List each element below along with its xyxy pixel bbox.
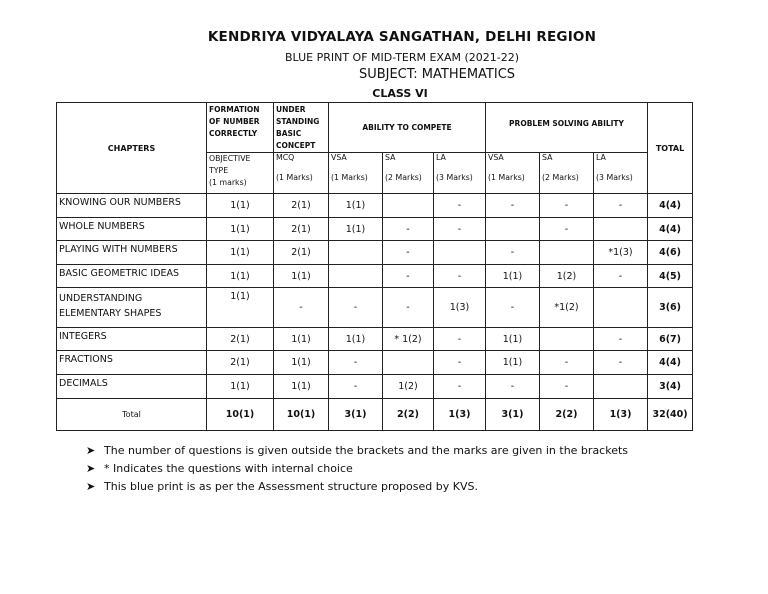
table-cell xyxy=(383,194,434,218)
table-cell xyxy=(540,241,594,265)
table-cell: * 1(2) xyxy=(383,328,434,351)
table-cell xyxy=(594,375,648,399)
table-cell: - xyxy=(329,288,383,328)
table-cell: 1(1) xyxy=(274,351,329,375)
chapter-name: BASIC GEOMETRIC IDEAS xyxy=(57,265,207,288)
table-cell: - xyxy=(434,218,486,241)
table-cell: - xyxy=(383,288,434,328)
table-cell: - xyxy=(383,218,434,241)
total-cell: 3(1) xyxy=(486,399,540,431)
table-cell: - xyxy=(329,351,383,375)
table-cell: - xyxy=(434,328,486,351)
total-cell: 10(1) xyxy=(274,399,329,431)
subheader-col: SA (2 Marks) xyxy=(540,153,594,194)
subheader-objective xyxy=(207,153,274,194)
arrow-bullet-icon: ➤ xyxy=(86,444,96,457)
table-cell: 1(1) xyxy=(207,265,274,288)
table-cell xyxy=(329,241,383,265)
table-cell xyxy=(383,351,434,375)
table-cell: 1(1) xyxy=(486,265,540,288)
table-cell: - xyxy=(434,375,486,399)
table-cell: 1(3) xyxy=(434,288,486,328)
table-cell xyxy=(540,328,594,351)
subheader-col: VSA (1 Marks) xyxy=(486,153,540,194)
subheader-col: VSA (1 Marks) xyxy=(329,153,383,194)
table-row xyxy=(57,328,693,351)
table-cell: - xyxy=(434,194,486,218)
header-problem-solving: PROBLEM SOLVING ABILITY xyxy=(486,103,648,153)
table-cell: - xyxy=(486,241,540,265)
table-cell: - xyxy=(486,288,540,328)
total-cell: 10(1) xyxy=(207,399,274,431)
subheader-objective-type: OBJECTIVE TYPE xyxy=(209,154,251,175)
row-total-cell: 4(4) xyxy=(648,218,693,241)
subheader-col: LA (3 Marks) xyxy=(434,153,486,194)
table-cell: 1(1) xyxy=(207,375,274,399)
table-cell: *1(2) xyxy=(540,288,594,328)
table-row xyxy=(57,218,693,241)
arrow-bullet-icon: ➤ xyxy=(86,462,96,475)
total-label: Total xyxy=(57,399,207,431)
table-cell: - xyxy=(383,241,434,265)
table-cell: 2(1) xyxy=(274,194,329,218)
arrow-bullet-icon: ➤ xyxy=(86,480,96,493)
table-row xyxy=(57,241,693,265)
note-item: ➤ The number of questions is given outside the brackets and the marks are given in the brackets xyxy=(86,442,628,460)
table-cell: - xyxy=(540,218,594,241)
table-cell: *1(3) xyxy=(594,241,648,265)
header-understanding: UNDER STANDING BASIC CONCEPT xyxy=(274,103,329,153)
subheader-col: LA (3 Marks) xyxy=(594,153,648,194)
total-cell: 2(2) xyxy=(383,399,434,431)
table-cell: - xyxy=(383,265,434,288)
table-cell: 1(1) xyxy=(329,218,383,241)
total-cell: 1(3) xyxy=(434,399,486,431)
row-total-cell: 6(7) xyxy=(648,328,693,351)
table-cell: - xyxy=(274,288,329,328)
table-cell: 1(2) xyxy=(540,265,594,288)
table-cell: 2(1) xyxy=(207,351,274,375)
chapter-name: FRACTIONS xyxy=(57,351,207,375)
table-cell: 2(1) xyxy=(274,241,329,265)
document-title: KENDRIYA VIDYALAYA SANGATHAN, DELHI REGION xyxy=(207,29,597,45)
table-cell: 2(1) xyxy=(274,218,329,241)
table-cell: 1(1) xyxy=(486,351,540,375)
table-cell xyxy=(486,218,540,241)
chapter-name: WHOLE NUMBERS xyxy=(57,218,207,241)
chapter-name: DECIMALS xyxy=(57,375,207,399)
row-total-cell: 4(5) xyxy=(648,265,693,288)
table-cell: 1(1) xyxy=(329,194,383,218)
table-cell xyxy=(594,218,648,241)
header-chapters: CHAPTERS xyxy=(57,103,207,194)
table-cell: 1(1) xyxy=(486,328,540,351)
table-cell: 1(2) xyxy=(383,375,434,399)
table-cell: 1(1) xyxy=(207,218,274,241)
row-total-cell: 4(4) xyxy=(648,351,693,375)
total-row xyxy=(57,399,693,431)
table-cell: 1(1) xyxy=(207,288,274,328)
subheader-col: MCQ (1 Marks) xyxy=(274,153,329,194)
table-cell: - xyxy=(434,265,486,288)
table-cell: - xyxy=(434,351,486,375)
note-item: ➤ * Indicates the questions with internal choice xyxy=(86,460,628,478)
blueprint-table xyxy=(56,102,693,431)
total-cell: 3(1) xyxy=(329,399,383,431)
header-ability-to-compete: ABILITY TO COMPETE xyxy=(329,103,486,153)
table-cell: - xyxy=(486,194,540,218)
row-total-cell: 3(4) xyxy=(648,375,693,399)
row-total-cell: 3(6) xyxy=(648,288,693,328)
table-cell: 2(1) xyxy=(207,328,274,351)
chapter-name: PLAYING WITH NUMBERS xyxy=(57,241,207,265)
total-cell: 1(3) xyxy=(594,399,648,431)
chapter-name: UNDERSTANDING ELEMENTARY SHAPES xyxy=(57,288,207,328)
table-cell xyxy=(594,288,648,328)
class-heading: CLASS VI xyxy=(372,87,428,100)
table-cell: - xyxy=(594,328,648,351)
table-cell: - xyxy=(329,375,383,399)
chapter-name: KNOWING OUR NUMBERS xyxy=(57,194,207,218)
document-subtitle: BLUE PRINT OF MID-TERM EXAM (2021-22) xyxy=(284,51,520,64)
table-cell xyxy=(329,265,383,288)
table-row xyxy=(57,265,693,288)
subheader-col: SA (2 Marks) xyxy=(383,153,434,194)
table-cell: 1(1) xyxy=(207,241,274,265)
table-cell: 1(1) xyxy=(274,328,329,351)
table-cell xyxy=(434,241,486,265)
subject-heading: SUBJECT: MATHEMATICS xyxy=(358,67,516,82)
total-cell: 32(40) xyxy=(648,399,693,431)
row-total-cell: 4(4) xyxy=(648,194,693,218)
table-cell: - xyxy=(540,351,594,375)
table-cell: 1(1) xyxy=(329,328,383,351)
notes-list xyxy=(86,442,628,496)
table-row xyxy=(57,351,693,375)
table-cell: - xyxy=(594,351,648,375)
table-cell: 1(1) xyxy=(274,375,329,399)
table-row xyxy=(57,375,693,399)
table-cell: - xyxy=(594,194,648,218)
table-cell: 1(1) xyxy=(207,194,274,218)
table-cell: - xyxy=(594,265,648,288)
note-item: ➤ This blue print is as per the Assessment structure proposed by KVS. xyxy=(86,478,628,496)
total-cell: 2(2) xyxy=(540,399,594,431)
table-cell: 1(1) xyxy=(274,265,329,288)
table-cell: - xyxy=(540,194,594,218)
header-total: TOTAL xyxy=(648,103,693,194)
table-row xyxy=(57,194,693,218)
header-formation: FORMATION OF NUMBER CORRECTLY xyxy=(207,103,274,153)
table-cell: - xyxy=(486,375,540,399)
subheader-objective-marks: (1 marks) xyxy=(209,178,247,187)
row-total-cell: 4(6) xyxy=(648,241,693,265)
table-cell: - xyxy=(540,375,594,399)
table-row xyxy=(57,288,693,328)
chapter-name: INTEGERS xyxy=(57,328,207,351)
